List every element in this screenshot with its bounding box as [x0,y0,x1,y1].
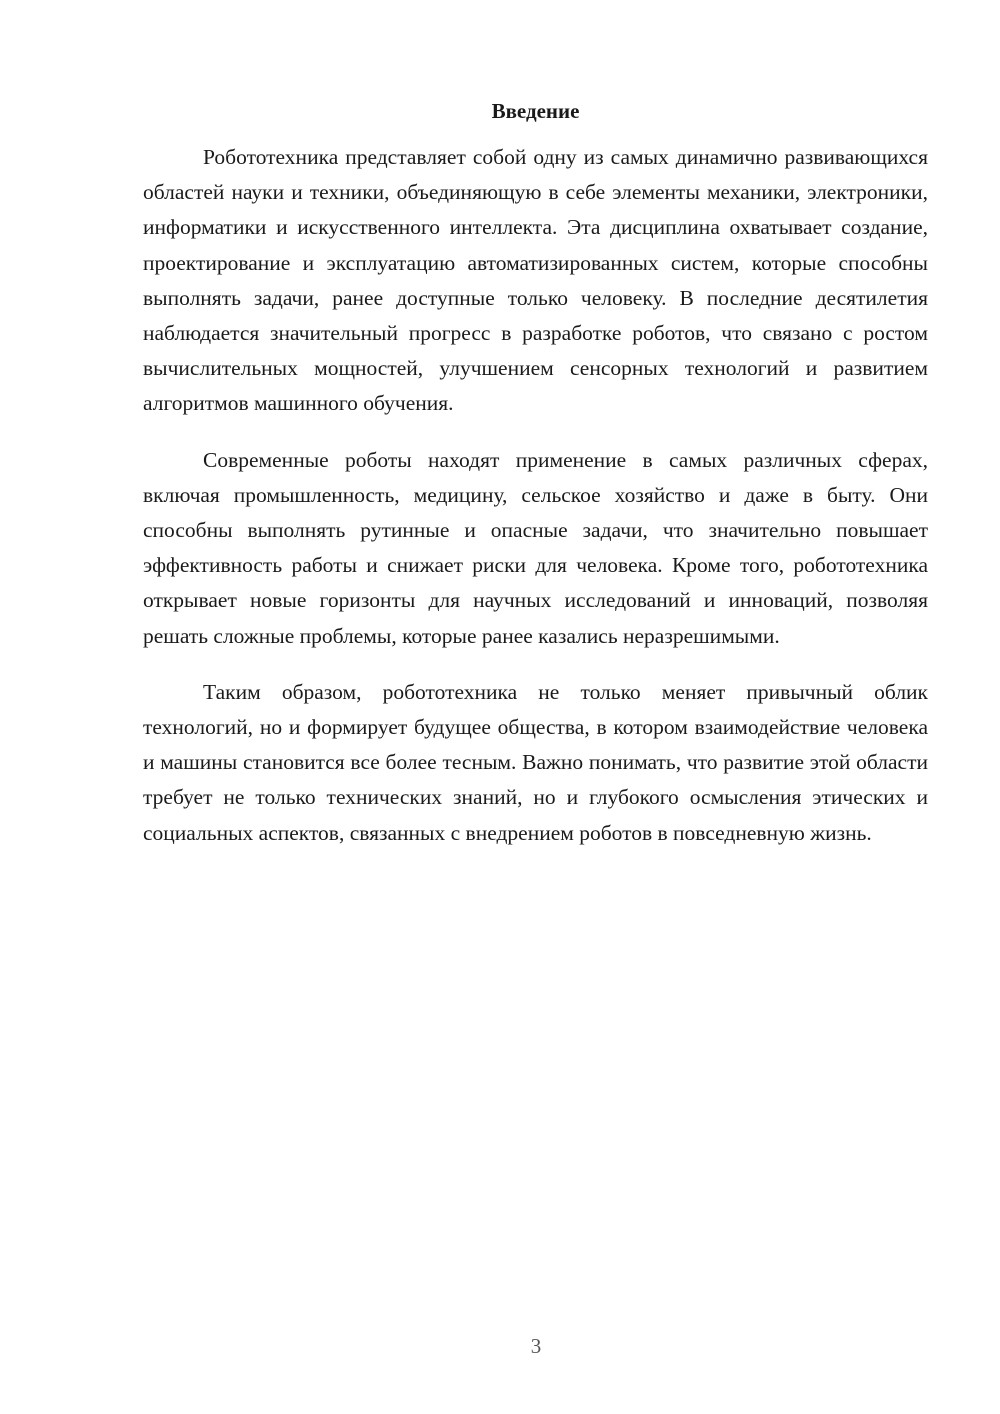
paragraph-2: Современные роботы находят применение в самых различных сферах, включая промышленность, медицину, сельское хозяйство и даже в быту. Они способны выполнять рутинные и опасные задачи, что значительно повышает эффективность работы и снижает риски для человека. Кроме того, робототехника открывает новые горизонты для научных исследований и инноваций, позволяя решать сложные проблемы, которые ранее казались неразрешимыми. [143,447,928,648]
document-body [143,96,928,872]
paragraph-1: Робототехника представляет собой одну из самых динамично развивающихся областей науки и техники, объединяющую в себе элементы механики, электроники, информатики и искусственного интеллекта. Эта дисциплина охватывает создание, проектирование и эксплуатацию автоматизированных систем, которые способны выполнять задачи, ранее доступные только человеку. В последние десятилетия наблюдается значительный прогресс в разработке роботов, что связано с ростом вычислительных мощностей, улучшением сенсорных технологий и развитием алгоритмов машинного обучения. [143,145,928,416]
page-number: 3 [530,1334,542,1358]
section-heading: Введение [491,99,580,123]
paragraph-3: Таким образом, робототехника не только меняет привычный облик технологий, но и формирует будущее общества, в котором взаимодействие человека и машины становится все более тесным. Важно понимать, что развитие этой области требует не только технических знаний, но и глубокого осмысления этических и социальных аспектов, связанных с внедрением роботов в повседневную жизнь. [143,679,928,845]
